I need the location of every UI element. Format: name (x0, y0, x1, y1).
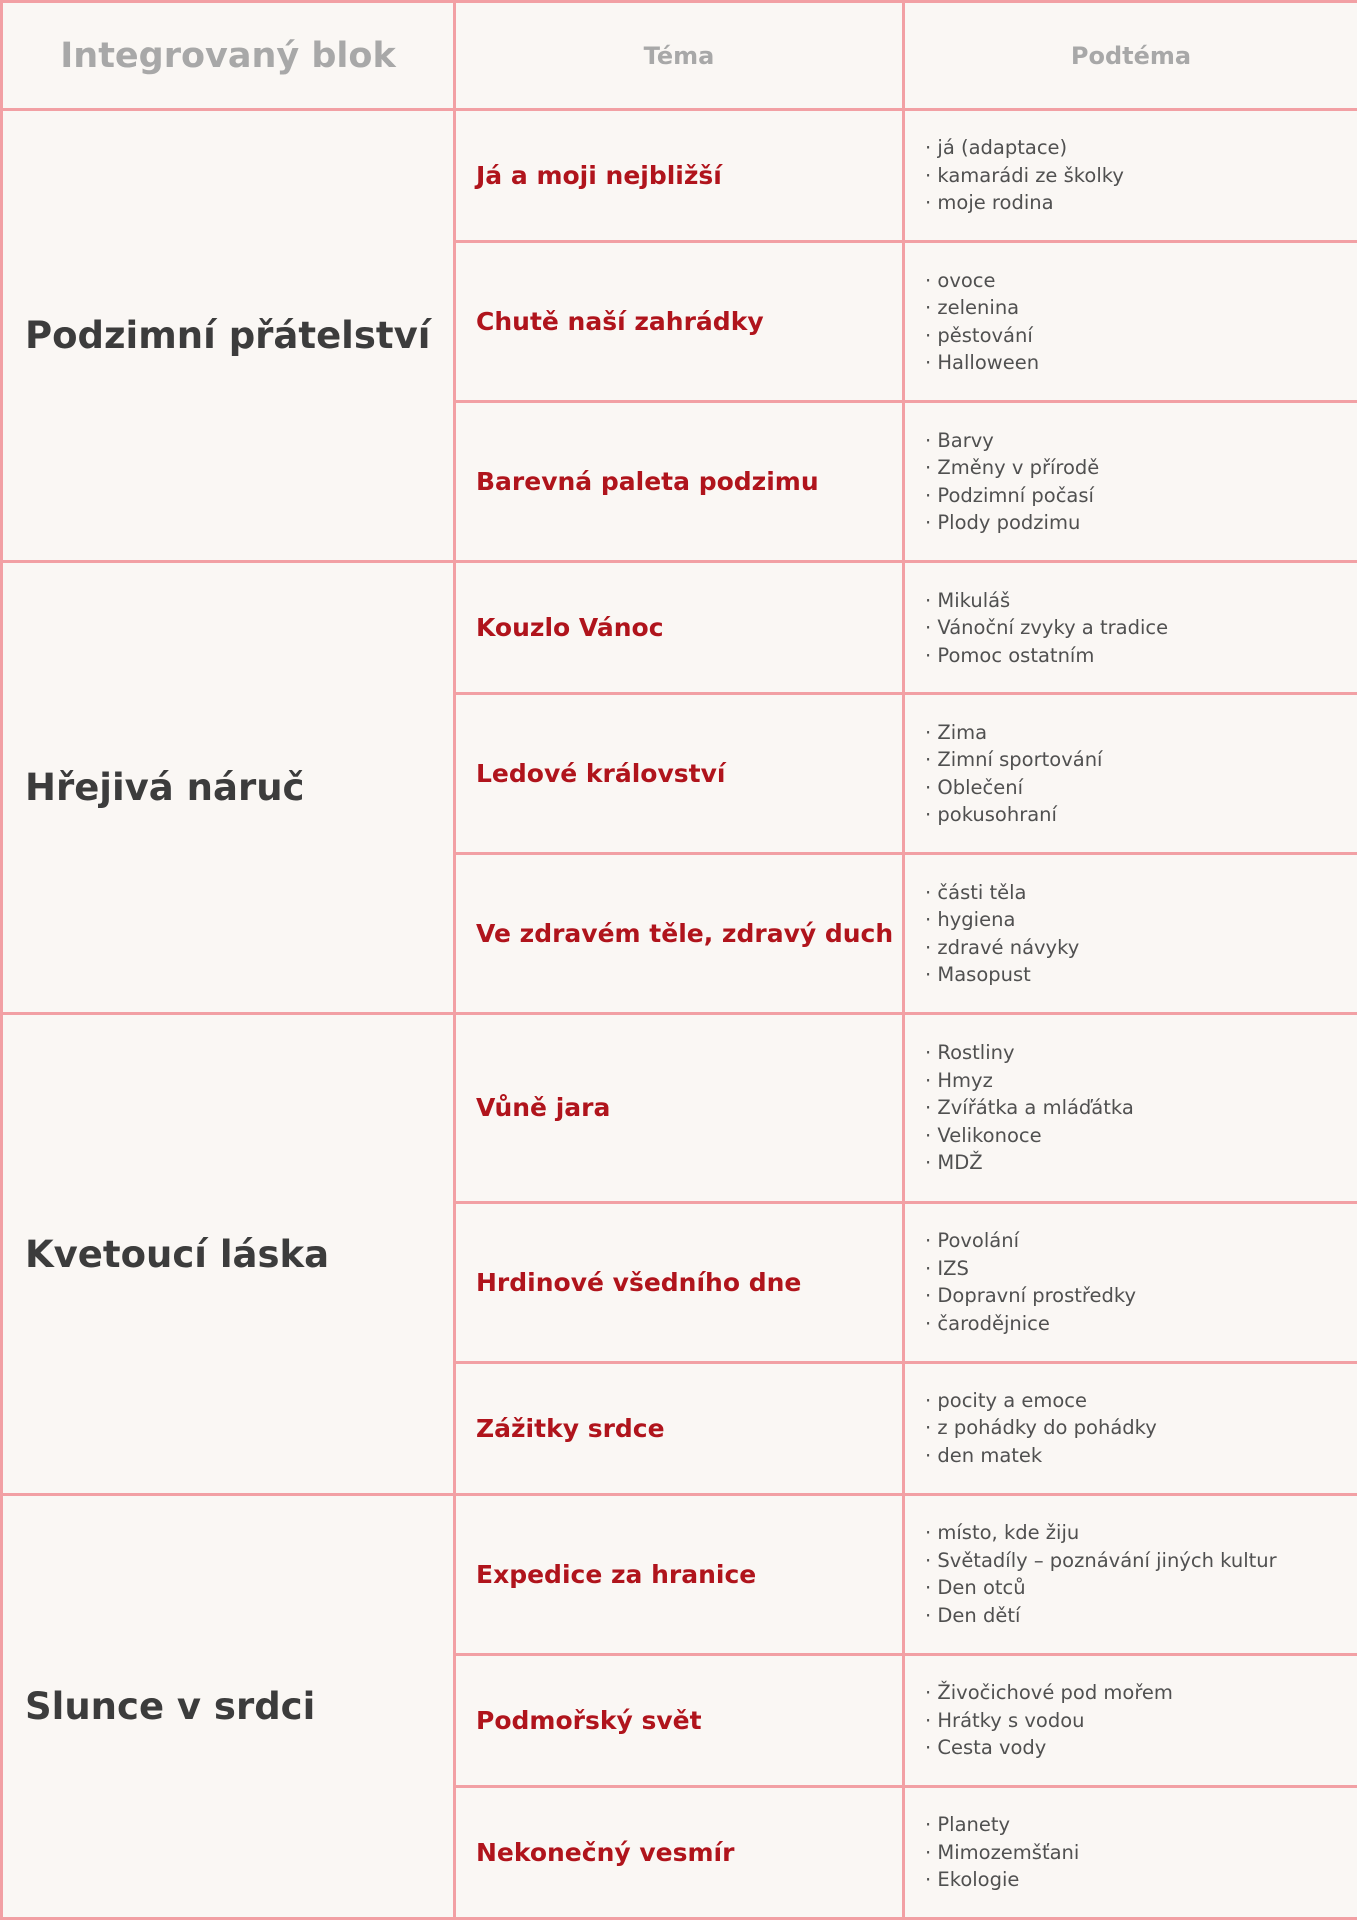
subtopic-item: · Plody podzimu (925, 511, 1081, 535)
subtopic-list (904, 1014, 1357, 1202)
topic-title: Podmořský svět (455, 1654, 904, 1786)
subtopic-list (904, 1362, 1357, 1494)
table-row (2, 1494, 1357, 1654)
subtopic-item: · zelenina (925, 296, 1020, 320)
topic-title: Zážitky srdce (455, 1362, 904, 1494)
subtopic-item: · Velikonoce (925, 1123, 1042, 1147)
subtopic-item: · Zvířátka a mláďátka (925, 1096, 1134, 1120)
subtopic-list (904, 402, 1357, 562)
subtopic-item: · Masopust (925, 963, 1031, 987)
subtopic-list (904, 1786, 1357, 1918)
subtopic-list (904, 110, 1357, 242)
subtopic-list (904, 242, 1357, 402)
subtopic-item: · místo, kde žiju (925, 1521, 1080, 1545)
subtopic-item: · Oblečení (925, 775, 1024, 799)
subtopic-item: · Pomoc ostatním (925, 643, 1095, 667)
table-row (2, 1014, 1357, 1202)
subtopic-item: · Cesta vody (925, 1736, 1047, 1760)
subtopic-list (904, 1654, 1357, 1786)
subtopic-item: · Halloween (925, 351, 1040, 375)
subtopic-item: · Mimozemšťani (925, 1840, 1080, 1864)
table-row (2, 110, 1357, 242)
topic-title: Ve zdravém těle, zdravý duch (455, 854, 904, 1014)
subtopic-item: · Barvy (925, 428, 994, 452)
topic-title: Chutě naší zahrádky (455, 242, 904, 402)
header-subtopic: Podtéma (904, 2, 1357, 110)
subtopic-item: · pokusohraní (925, 803, 1057, 827)
topic-title: Expedice za hranice (455, 1494, 904, 1654)
subtopic-item: · Zimní sportování (925, 748, 1103, 772)
subtopic-item: · Mikuláš (925, 588, 1011, 612)
subtopic-item: · Vánoční zvyky a tradice (925, 616, 1169, 639)
subtopic-item: · Den dětí (925, 1603, 1021, 1627)
block-name: Slunce v srdci (2, 1494, 455, 1918)
subtopic-item: · čarodějnice (925, 1311, 1050, 1335)
subtopic-item: · zdravé návyky (925, 935, 1080, 959)
subtopic-item: · den matek (925, 1443, 1043, 1467)
topic-title: Ledové království (455, 694, 904, 854)
subtopic-item: · Hrátky s vodou (925, 1708, 1085, 1732)
subtopic-item: · z pohádky do pohádky (925, 1416, 1157, 1440)
subtopic-item: · Živočichové pod mořem (925, 1681, 1173, 1705)
topic-title: Nekonečný vesmír (455, 1786, 904, 1918)
subtopic-list (904, 1494, 1357, 1654)
header-topic: Téma (455, 2, 904, 110)
block-name: Kvetoucí láska (2, 1014, 455, 1494)
subtopic-item: · IZS (925, 1256, 969, 1280)
subtopic-list (904, 562, 1357, 694)
subtopic-item: · Změny v přírodě (925, 456, 1100, 480)
subtopic-item: · Zima (925, 720, 988, 744)
subtopic-item: · já (adaptace) (925, 136, 1068, 160)
subtopic-item: · Povolání (925, 1229, 1020, 1253)
header-row (2, 2, 1357, 110)
subtopic-item: · hygiena (925, 908, 1016, 932)
topic-title: Barevná paleta podzimu (455, 402, 904, 562)
subtopic-item: · Planety (925, 1813, 1011, 1837)
subtopic-item: · Den otců (925, 1576, 1026, 1600)
subtopic-item: · pocity a emoce (925, 1388, 1088, 1412)
topic-title: Hrdinové všedního dne (455, 1202, 904, 1362)
topic-title: Já a moji nejbližší (455, 110, 904, 242)
block-name: Hřejivá náruč (2, 562, 455, 1014)
block-name: Podzimní přátelství (2, 110, 455, 562)
subtopic-item: · Světadíly – poznávání jiných kultur (925, 1548, 1277, 1572)
subtopic-list (904, 1202, 1357, 1362)
subtopic-item: · Dopravní prostředky (925, 1284, 1137, 1308)
subtopic-item: · moje rodina (925, 191, 1054, 215)
subtopic-item: · ovoce (925, 268, 996, 292)
header-block: Integrovaný blok (2, 2, 455, 110)
topic-title: Kouzlo Vánoc (455, 562, 904, 694)
subtopic-item: · Hmyz (925, 1068, 993, 1092)
subtopic-item: · kamarádi ze školky (925, 163, 1124, 187)
subtopic-item: · Ekologie (925, 1868, 1020, 1892)
subtopic-list (904, 694, 1357, 854)
subtopic-item: · Rostliny (925, 1041, 1015, 1065)
subtopic-item: · pěstování (925, 323, 1033, 347)
table-row (2, 562, 1357, 694)
topic-title: Vůně jara (455, 1014, 904, 1202)
subtopic-list (904, 854, 1357, 1014)
subtopic-item: · MDŽ (925, 1151, 983, 1175)
table-body (2, 110, 1357, 1919)
subtopic-item: · Podzimní počasí (925, 483, 1094, 507)
subtopic-item: · části těla (925, 880, 1027, 904)
